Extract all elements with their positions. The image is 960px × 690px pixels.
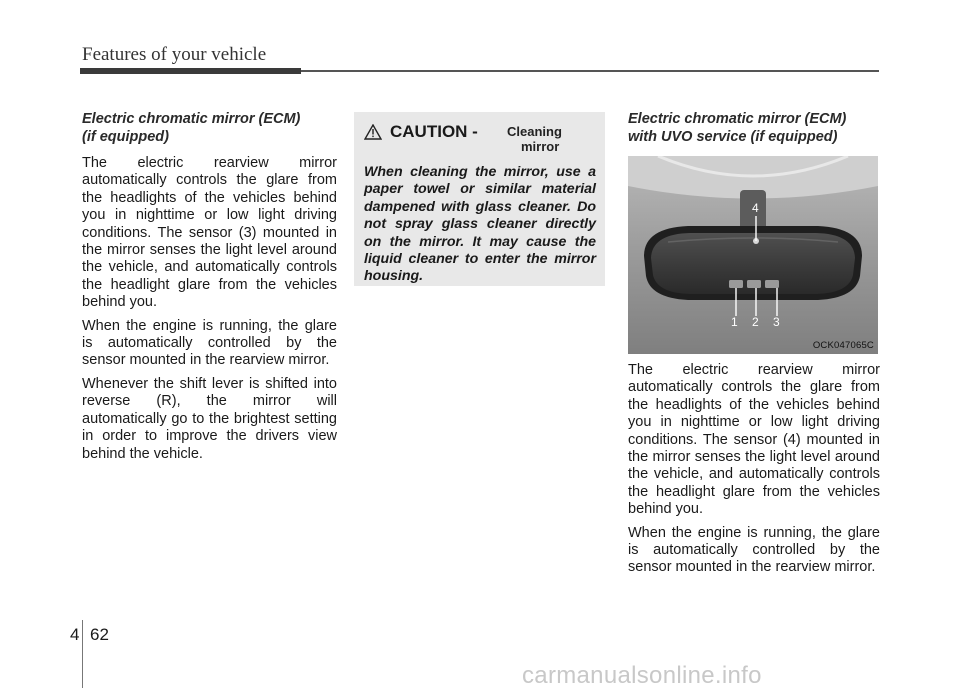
callout-4: 4: [752, 201, 759, 215]
watermark-logo: carmanualsonline.info: [522, 662, 762, 689]
paragraph: When the engine is running, the glare is automatically controlled by the sensor mounted in the rearview mirror.: [628, 524, 880, 576]
chapter-number: 4: [70, 625, 80, 644]
footer-divider: [82, 620, 83, 688]
caution-box: [354, 112, 605, 286]
left-column: [82, 110, 337, 469]
page-header-title: Features of your vehicle: [82, 44, 267, 65]
section-heading-ecm-uvo: [628, 110, 880, 146]
paragraph: Whenever the shift lever is shifted into reverse (R), the mirror will automatically go to the brightest setting in order to improve the drivers view behind the vehicle.: [82, 375, 337, 462]
header-rule-thick: [80, 68, 301, 74]
section-heading-ecm: [82, 110, 337, 146]
caution-subtitle-line: Cleaning: [507, 124, 562, 139]
header-rule-thin: [301, 70, 879, 72]
heading-line: Electric chromatic mirror (ECM): [82, 111, 301, 127]
caution-label: CAUTION -: [390, 122, 478, 141]
callout-2: 2: [752, 315, 759, 329]
caution-subtitle-line: mirror: [521, 139, 560, 154]
right-column: [628, 110, 880, 155]
callout-1: 1: [731, 315, 738, 329]
figure-code: OCK047065C: [812, 340, 874, 351]
caution-text: When cleaning the mirror, use a paper towel or similar material dampened with glass cleaner. Do not spray glass cleaner directly on the mirror. It may cause the liquid cleaner to enter the mirror housing.: [364, 164, 596, 285]
page-number: 62: [90, 625, 109, 644]
right-column-body: [628, 362, 880, 583]
mirror-illustration: [628, 156, 878, 354]
caution-subtitle: [507, 124, 587, 154]
heading-line: (if equipped): [82, 129, 169, 145]
paragraph: The electric rearview mirror automatically controls the glare from the headlights of the vehicles behind you in nighttime or low light driving conditions. The sensor (4) mounted in the mirror senses the light level around the vehicle, and automatically controls the headlight glare from the vehicles behind you.: [628, 362, 880, 518]
heading-line: Electric chromatic mirror (ECM): [628, 111, 847, 127]
callout-3: 3: [773, 315, 780, 329]
paragraph: When the engine is running, the glare is automatically controlled by the sensor mounted in the rearview mirror.: [82, 317, 337, 369]
warning-triangle-icon: [364, 124, 382, 140]
paragraph: The electric rearview mirror automatically controls the glare from the headlights of the vehicles behind you in nighttime or low light driving conditions. The sensor (3) mounted in the mirror senses the light level around the vehicle, and automatically controls the headlight glare from the vehicles behind you.: [82, 155, 337, 311]
heading-line: with UVO service (if equipped): [628, 129, 838, 145]
